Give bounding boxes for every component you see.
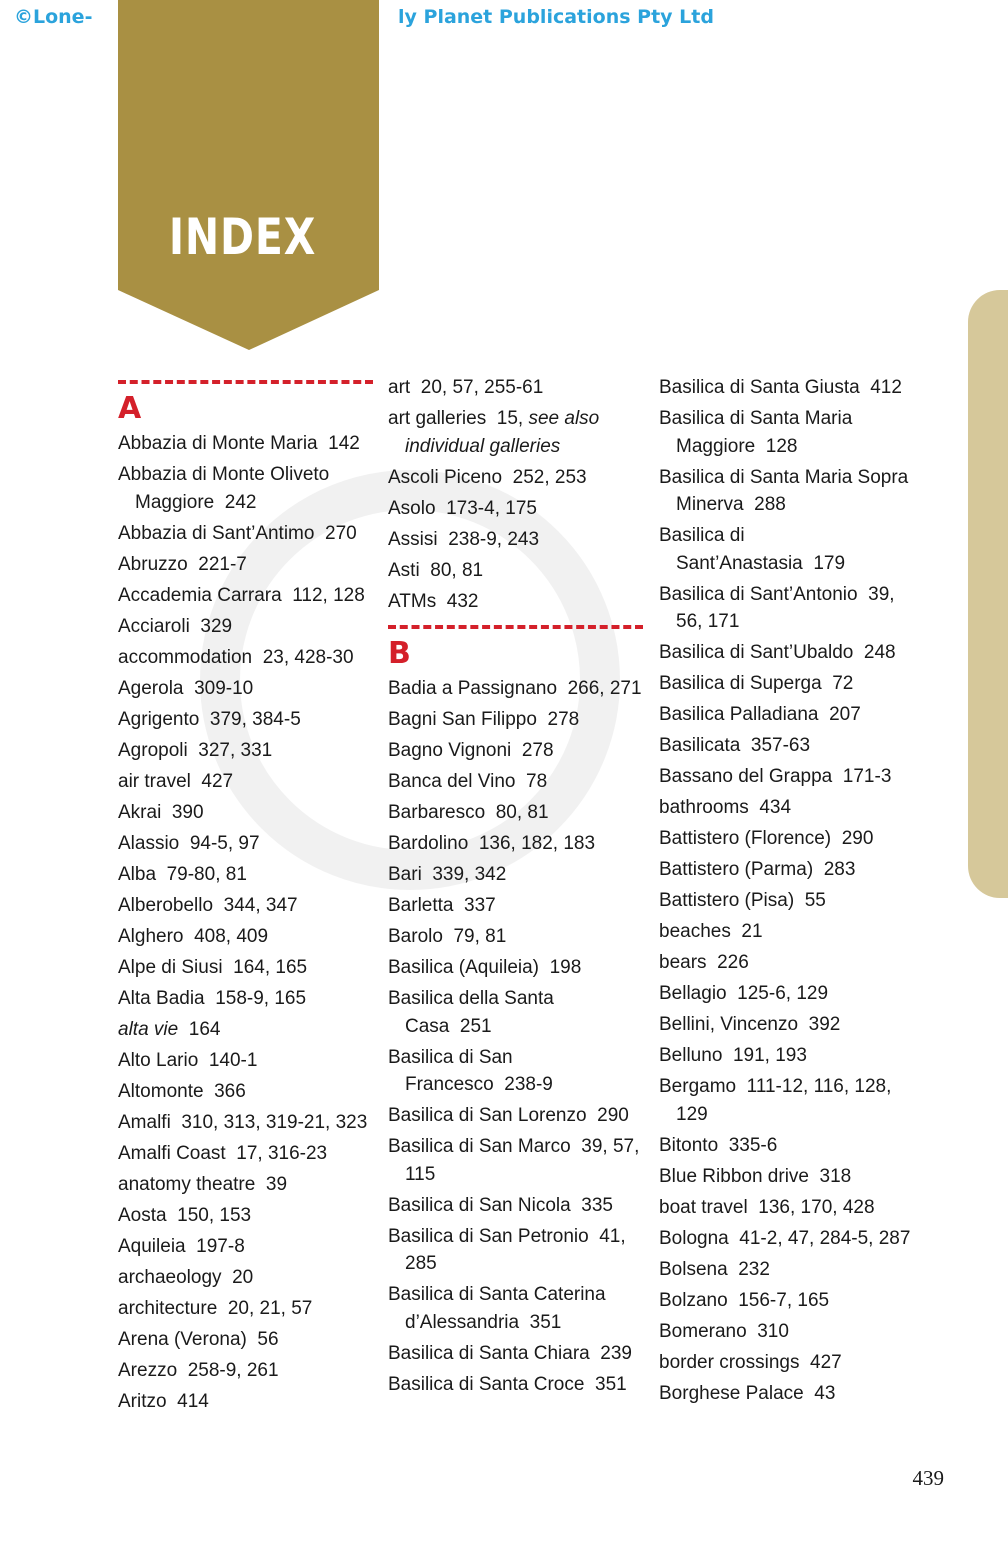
index-entry (659, 1287, 914, 1315)
entry-term: Alpe di Siusi (118, 956, 223, 978)
index-entry (118, 1233, 373, 1261)
entry-term: Arezzo (118, 1359, 178, 1381)
index-entry (659, 980, 914, 1008)
entry-term: Bomerano (659, 1320, 747, 1342)
entry-term: Basilicata (659, 735, 741, 756)
index-entry (388, 706, 643, 734)
index-entry (118, 737, 373, 765)
entry-term: Battistero (Parma) (659, 859, 814, 880)
entry-pages: 366 (214, 1080, 246, 1102)
entry-term: accommodation (118, 646, 253, 668)
entry-pages: 278 (521, 740, 554, 761)
index-column-1 (118, 374, 373, 1419)
entry-pages: 158-9, 165 (215, 987, 307, 1009)
entry-pages: 20, 21, 57 (227, 1297, 313, 1319)
entry-term: art (388, 377, 411, 398)
entry-term: archaeology (118, 1266, 222, 1288)
entry-pages: 21 (741, 921, 763, 942)
index-entry (118, 1047, 373, 1075)
index-entry (659, 1042, 914, 1070)
entry-pages: 335-6 (728, 1134, 778, 1156)
index-entry (118, 461, 373, 516)
section-divider (388, 625, 643, 629)
entry-term: Basilica di San Petronio (388, 1225, 589, 1247)
entry-term: Basilica di Santa Maria Maggiore (659, 408, 853, 457)
index-entry (118, 1140, 373, 1168)
entry-pages: 258-9, 261 (187, 1359, 279, 1381)
entry-pages: 278 (547, 709, 580, 730)
entry-term: Basilica (Aquileia) (388, 957, 540, 978)
entry-term: art galleries (388, 408, 487, 429)
index-entry (118, 1264, 373, 1292)
entry-term: Amalfi Coast (118, 1142, 226, 1164)
index-entry (659, 1194, 914, 1222)
index-entry (388, 1133, 643, 1188)
index-entry (388, 374, 643, 402)
entry-term: Asti (388, 559, 420, 581)
entry-term: Barletta (388, 895, 454, 916)
index-entry (388, 588, 643, 616)
index-entry (659, 887, 914, 915)
entry-pages: 414 (177, 1390, 209, 1412)
index-entry (118, 861, 373, 889)
entry-term: Basilica di San Lorenzo (388, 1105, 587, 1126)
entry-term: bathrooms (659, 797, 749, 818)
entry-term: Alto Lario (118, 1049, 199, 1071)
entry-term: Bellagio (659, 983, 727, 1004)
index-entry (388, 985, 643, 1040)
entry-term: Barbaresco (388, 802, 486, 823)
index-entry (659, 639, 914, 667)
entry-term: Aritzo (118, 1390, 167, 1412)
entry-pages: 239 (600, 1342, 632, 1364)
entry-pages: 288 (754, 494, 786, 515)
index-entry (118, 1078, 373, 1106)
index-entry (659, 701, 914, 729)
index-entry (659, 763, 914, 791)
entry-term: Bellini, Vincenzo (659, 1014, 799, 1035)
entry-pages: 17, 316-23 (236, 1142, 328, 1164)
entry-pages: 232 (738, 1258, 770, 1280)
entry-term: Basilica di Santa Maria Sopra Minerva (659, 466, 909, 515)
index-entry (659, 374, 914, 402)
entry-term: boat travel (659, 1196, 748, 1218)
index-entry (388, 495, 643, 523)
entry-pages: 94-5, 97 (189, 832, 260, 854)
entry-pages: 290 (841, 828, 874, 849)
index-entry (388, 1281, 643, 1336)
index-entry (118, 892, 373, 920)
entry-pages: 238-9 (504, 1074, 553, 1095)
entry-pages: 79, 81 (453, 926, 507, 947)
entry-term: Altomonte (118, 1080, 204, 1102)
entry-pages: 150, 153 (177, 1204, 252, 1226)
entry-pages: 15, (496, 408, 524, 429)
entry-pages: 207 (829, 704, 861, 725)
entry-term: Bagni San Filippo (388, 709, 537, 730)
entry-pages: 248 (863, 642, 896, 663)
entry-term: Basilica di Sant’Anastasia (659, 525, 803, 574)
entry-pages: 310, 313, 319-21, 323 (181, 1111, 368, 1133)
entry-pages: 344, 347 (223, 894, 298, 916)
entry-pages: 351 (595, 1373, 627, 1395)
entry-term: Basilica di Santa Chiara (388, 1342, 590, 1364)
entry-term: Basilica di Santa Caterina d’Alessandria (388, 1284, 606, 1333)
entry-term: Abruzzo (118, 553, 188, 575)
index-entry (118, 1388, 373, 1416)
index-entry (659, 1225, 914, 1253)
entry-pages: 39, 57, 115 (405, 1136, 640, 1185)
entry-term: beaches (659, 921, 731, 942)
entry-pages: 164, 165 (233, 956, 308, 978)
entry-term: Basilica di Santa Croce (388, 1373, 585, 1395)
entry-term: air travel (118, 770, 191, 792)
entry-pages: 427 (201, 770, 234, 792)
entry-pages: 179 (813, 552, 846, 574)
entry-pages: 112, 128 (292, 584, 365, 606)
index-entry (388, 526, 643, 554)
entry-pages: 339, 342 (432, 864, 507, 885)
entry-pages: 434 (759, 797, 792, 818)
entry-pages: 310 (757, 1320, 789, 1342)
index-entry (659, 1318, 914, 1346)
entry-term: Akrai (118, 801, 162, 823)
entry-term: Badia a Passignano (388, 678, 558, 699)
index-entry (659, 1163, 914, 1191)
entry-term: Amalfi (118, 1111, 171, 1133)
entry-pages: 80, 81 (430, 559, 484, 581)
index-entry (118, 1295, 373, 1323)
index-entry (659, 794, 914, 822)
index-entry (659, 1256, 914, 1284)
entry-pages: 156-7, 165 (738, 1289, 830, 1311)
index-entry (659, 1380, 914, 1408)
index-entry (118, 954, 373, 982)
copyright-left: ©Lone- (14, 6, 93, 28)
entry-term: Abbazia di Monte Oliveto Maggiore (118, 464, 330, 513)
entry-pages: 20 (232, 1266, 254, 1288)
index-entry (118, 1326, 373, 1354)
entry-term: Borghese Palace (659, 1382, 804, 1404)
index-entry (388, 892, 643, 920)
entry-pages: 221-7 (198, 553, 247, 575)
index-entry (388, 1044, 643, 1099)
banner-shape (118, 0, 379, 350)
index-entry (388, 861, 643, 889)
entry-pages: 128 (765, 435, 798, 457)
index-column-2 (388, 374, 643, 1402)
index-entry (388, 1192, 643, 1220)
entry-pages: 427 (810, 1351, 842, 1373)
entry-pages: 125-6, 129 (737, 983, 829, 1004)
entry-pages: 39, 56, 171 (676, 583, 895, 632)
entry-term: Agerola (118, 677, 184, 699)
index-entry (388, 1223, 643, 1278)
entry-pages: 136, 182, 183 (478, 833, 596, 854)
index-entry (118, 1171, 373, 1199)
entry-pages: 390 (171, 801, 204, 823)
index-entry (118, 830, 373, 858)
copyright-right: ly Planet Publications Pty Ltd (398, 6, 714, 28)
index-entry (388, 1371, 643, 1399)
index-entry (388, 830, 643, 858)
index-entry (659, 670, 914, 698)
entry-pages: 270 (325, 522, 357, 544)
entry-pages: 309-10 (194, 677, 254, 699)
entry-term: Abbazia di Sant’Antimo (118, 522, 315, 544)
index-entry (659, 405, 914, 460)
entry-term: Basilica di San Francesco (388, 1046, 513, 1095)
index-entry (659, 522, 914, 577)
index-entry (118, 613, 373, 641)
entry-term: Agropoli (118, 739, 188, 761)
index-entry (388, 1102, 643, 1130)
entry-pages: 329 (200, 615, 233, 637)
entry-pages: 41, 285 (405, 1225, 626, 1274)
entry-term: Alberobello (118, 894, 214, 916)
entry-term: Agrigento (118, 708, 200, 730)
entry-pages: 164 (188, 1018, 221, 1040)
section-letter: B (388, 636, 411, 671)
entry-term: anatomy theatre (118, 1173, 256, 1195)
index-entry (118, 1016, 373, 1044)
index-entry (388, 557, 643, 585)
entry-term: Basilica di Superga (659, 673, 822, 694)
index-entry (118, 923, 373, 951)
entry-pages: 56 (257, 1328, 279, 1350)
entry-term: Arena (Verona) (118, 1328, 247, 1350)
entry-pages: 80, 81 (495, 802, 549, 823)
index-banner (118, 0, 379, 350)
entry-pages: 251 (459, 1015, 492, 1037)
index-entry (118, 551, 373, 579)
index-entry (388, 405, 643, 460)
entry-term: Bassano del Grappa (659, 766, 833, 787)
index-entry (659, 918, 914, 946)
index-entry (659, 1132, 914, 1160)
thumb-tab (968, 290, 1008, 898)
entry-term: Accademia Carrara (118, 584, 282, 606)
index-entry (118, 1202, 373, 1230)
entry-term: Bardolino (388, 833, 469, 854)
entry-term: Barolo (388, 926, 443, 947)
entry-term: Basilica di San Marco (388, 1136, 571, 1157)
entry-pages: 238-9, 243 (448, 528, 540, 550)
entry-pages: 20, 57, 255-61 (420, 377, 544, 398)
entry-term: Bolzano (659, 1289, 728, 1311)
entry-pages: 173-4, 175 (446, 497, 537, 519)
index-entry (118, 985, 373, 1013)
entry-term: Basilica di Sant’Antonio (659, 583, 858, 605)
entry-pages: 142 (328, 433, 360, 454)
index-entry (659, 949, 914, 977)
index-entry (388, 675, 643, 703)
index-column-3 (659, 374, 914, 1411)
entry-term: Asolo (388, 497, 436, 519)
entry-term: alta vie (118, 1018, 179, 1040)
index-entry (118, 1109, 373, 1137)
entry-pages: 111-12, 116, 128, 129 (676, 1076, 892, 1125)
index-entry (118, 799, 373, 827)
section-divider (118, 380, 373, 384)
index-entry (388, 464, 643, 492)
entry-pages: 198 (549, 957, 582, 978)
entry-pages: 72 (832, 673, 854, 694)
entry-pages: 327, 331 (198, 739, 273, 761)
entry-term: Alta Badia (118, 987, 205, 1009)
entry-pages: 55 (804, 890, 826, 911)
page-title: INDEX (168, 208, 317, 266)
entry-term: Blue Ribbon drive (659, 1165, 809, 1187)
page-number: 439 (912, 1466, 944, 1490)
entry-pages: 226 (717, 952, 749, 973)
entry-term: architecture (118, 1297, 218, 1319)
entry-term: border crossings (659, 1351, 800, 1373)
index-entry (659, 1011, 914, 1039)
entry-term: Bitonto (659, 1134, 719, 1156)
index-entry (118, 706, 373, 734)
entry-term: Bergamo (659, 1076, 737, 1097)
entry-term: Basilica di Sant’Ubaldo (659, 642, 854, 663)
entry-term: Battistero (Florence) (659, 828, 832, 849)
entry-term: Ascoli Piceno (388, 466, 503, 488)
entry-pages: 197-8 (196, 1235, 245, 1257)
index-entry (659, 464, 914, 519)
entry-pages: 283 (823, 859, 856, 880)
index-entry (659, 1349, 914, 1377)
index-entry (388, 737, 643, 765)
entry-pages: 41-2, 47, 284-5, 287 (739, 1227, 911, 1249)
entry-term: ATMs (388, 590, 437, 612)
entry-term: bears (659, 952, 707, 973)
entry-term: Basilica Palladiana (659, 704, 819, 725)
entry-pages: 136, 170, 428 (758, 1196, 875, 1218)
index-entry (118, 520, 373, 548)
index-entry (388, 768, 643, 796)
entry-term: Bagno Vignoni (388, 740, 512, 761)
index-entry (388, 1340, 643, 1368)
entry-pages: 357-63 (750, 735, 811, 756)
entry-pages: 252, 253 (512, 466, 587, 488)
index-entry (388, 954, 643, 982)
index-entry (388, 799, 643, 827)
entry-term: Bologna (659, 1227, 729, 1249)
entry-pages: 78 (526, 771, 548, 792)
entry-pages: 140-1 (208, 1049, 258, 1071)
entry-term: Belluno (659, 1045, 723, 1066)
index-entry (118, 430, 373, 458)
entry-pages: 408, 409 (194, 925, 269, 947)
entry-pages: 290 (597, 1105, 629, 1126)
index-entry (659, 581, 914, 636)
entry-pages: 379, 384-5 (209, 708, 301, 730)
entry-pages: 337 (464, 895, 496, 916)
entry-pages: 171-3 (842, 766, 892, 787)
entry-pages: 335 (581, 1194, 613, 1216)
entry-pages: 318 (819, 1165, 852, 1187)
entry-term: Battistero (Pisa) (659, 890, 795, 911)
entry-pages: 43 (814, 1382, 836, 1404)
section-letter: A (118, 391, 142, 426)
index-entry (659, 1073, 914, 1128)
entry-pages: 79-80, 81 (166, 863, 247, 885)
entry-term: Assisi (388, 528, 438, 550)
entry-pages: 432 (446, 590, 479, 612)
entry-pages: 351 (529, 1311, 562, 1333)
entry-pages: 412 (870, 377, 902, 398)
entry-pages: 23, 428-30 (262, 646, 354, 668)
entry-term: Basilica di Santa Giusta (659, 377, 860, 398)
index-entry (118, 768, 373, 796)
entry-term: Acciaroli (118, 615, 190, 637)
index-entry (118, 644, 373, 672)
entry-pages: 242 (224, 491, 257, 513)
entry-term: Alassio (118, 832, 180, 854)
entry-term: Bolsena (659, 1258, 728, 1280)
entry-pages: 266, 271 (567, 678, 642, 699)
entry-pages: 191, 193 (732, 1045, 807, 1066)
entry-pages: 392 (808, 1014, 841, 1035)
entry-term: Alghero (118, 925, 184, 947)
entry-see-also: see also individual galleries (405, 408, 600, 457)
index-entry (118, 675, 373, 703)
index-entry (388, 923, 643, 951)
entry-term: Aosta (118, 1204, 167, 1226)
index-entry (118, 582, 373, 610)
entry-pages: 39 (265, 1173, 288, 1195)
index-entry (659, 825, 914, 853)
index-entry (659, 856, 914, 884)
index-entry (659, 732, 914, 760)
entry-term: Basilica della Santa Casa (388, 988, 554, 1037)
entry-term: Alba (118, 863, 157, 885)
entry-term: Bari (388, 864, 422, 885)
entry-term: Aquileia (118, 1235, 186, 1257)
index-entry (118, 1357, 373, 1385)
entry-term: Abbazia di Monte Maria (118, 433, 318, 454)
entry-term: Banca del Vino (388, 771, 516, 792)
entry-term: Basilica di San Nicola (388, 1194, 571, 1216)
